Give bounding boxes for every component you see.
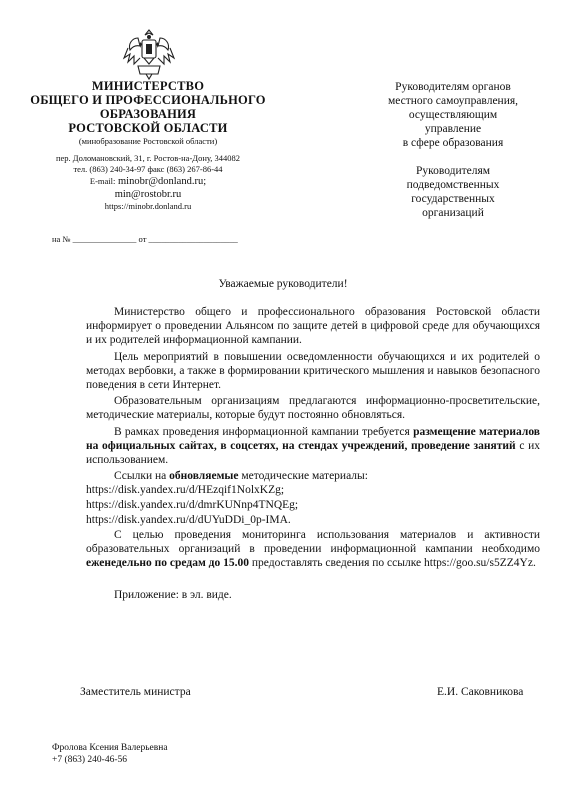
- bold-updated: обновляемые: [169, 470, 239, 482]
- ministry-title-line1: МИНИСТЕРСТВО: [91, 79, 205, 93]
- addressee-line: Руководителям: [415, 165, 491, 177]
- paragraph-monitoring: С целью проведения мониторинга использования материалов и активности образовательных организаций в проведении информационной кампании необходимо еженедельно по средам до 15.00 предоставлять сведения по ссылке https://goo.su/s5ZZ4Yz.: [86, 529, 540, 569]
- ministry-title-line4: РОСТОВСКОЙ ОБЛАСТИ: [68, 121, 228, 135]
- signature-position: Заместитель министра: [80, 686, 191, 698]
- attachment-note: Приложение: в эл. виде.: [114, 589, 232, 601]
- materials-link-3[interactable]: https://disk.yandex.ru/d/dUYuDDi_0p-IMA.: [86, 514, 291, 526]
- addressee-line: в сфере образования: [402, 137, 504, 149]
- addressee-line: управление: [424, 123, 482, 135]
- email-link-2[interactable]: min@rostobr.ru: [114, 189, 182, 200]
- materials-link-2[interactable]: https://disk.yandex.ru/d/dmrKUNnp4TNQEg;: [86, 499, 299, 511]
- email-link-1[interactable]: minobr@donland.ru;: [118, 176, 207, 187]
- email-label: E-mail:: [89, 176, 116, 186]
- paragraph-requirement: В рамках проведения информационной кампании требуется размещение материалов на официальных сайтах, в соцсетях, на стендах учреждений, проведение занятий с их использованием.: [86, 425, 540, 466]
- addressee-line: государственных: [411, 193, 495, 205]
- addressee-line: осуществляющим: [408, 109, 498, 121]
- bold-deadline: еженедельно по средам до 15.00: [86, 557, 249, 569]
- ministry-abbr: (минобразование Ростовской области): [78, 136, 218, 146]
- addressee-line: организаций: [422, 207, 484, 219]
- registration-line: на № _______________ от _____________________: [52, 234, 238, 244]
- addressee-block: [360, 80, 546, 220]
- ministry-header: [20, 79, 276, 212]
- addressee-line: Руководителям органов: [395, 81, 511, 93]
- paragraph-materials: Образовательным организациям предлагаются информационно-просветительские, методические материалы, которые будут постоянно обновляться.: [86, 395, 540, 421]
- letter-body: [86, 305, 540, 605]
- paragraph-links-intro: Ссылки на обновляемые методические материалы:: [114, 470, 368, 482]
- executor-phone: +7 (863) 240-46-56: [52, 755, 128, 765]
- ministry-address: пер. Доломановский, 31, г. Ростов-на-Дону, 344082: [55, 153, 241, 163]
- paragraph-intro: Министерство общего и профессионального образования Ростовской области информирует о проведении Альянсом по защите детей в цифровой среде для обучающихся и их родителей информационной кампании.: [86, 306, 540, 346]
- materials-link-1[interactable]: https://disk.yandex.ru/d/HEzqif1NolxKZg;: [86, 484, 285, 496]
- ministry-email-row: [20, 175, 276, 188]
- greeting: Уважаемые руководители!: [218, 278, 348, 290]
- bold-requirement: размещение материалов на официальных сайтах, в соцсетях, на стендах учреждений, проведение занятий: [86, 425, 540, 452]
- addressee-line: местного самоуправления,: [387, 95, 519, 107]
- ministry-site-link[interactable]: https://minobr.donland.ru: [104, 201, 192, 211]
- executor-name: Фролова Ксения Валерьевна: [52, 743, 168, 753]
- paragraph-goal: Цель мероприятий в повышении осведомленности обучающихся и их родителей о методах вербовки, а также в формировании критического мышления и навыков безопасного поведения в сети Интернет.: [86, 350, 540, 391]
- coat-of-arms-emblem: [120, 24, 178, 82]
- ministry-title-line2: ОБЩЕГО И ПРОФЕССИОНАЛЬНОГО: [30, 93, 266, 107]
- ministry-title-line3: ОБРАЗОВАНИЯ: [99, 107, 197, 121]
- signature-name: Е.И. Саковникова: [437, 686, 524, 698]
- ministry-phone: тел. (863) 240-34-97 факс (863) 267-86-44: [73, 164, 223, 174]
- addressee-line: подведомственных: [406, 179, 500, 191]
